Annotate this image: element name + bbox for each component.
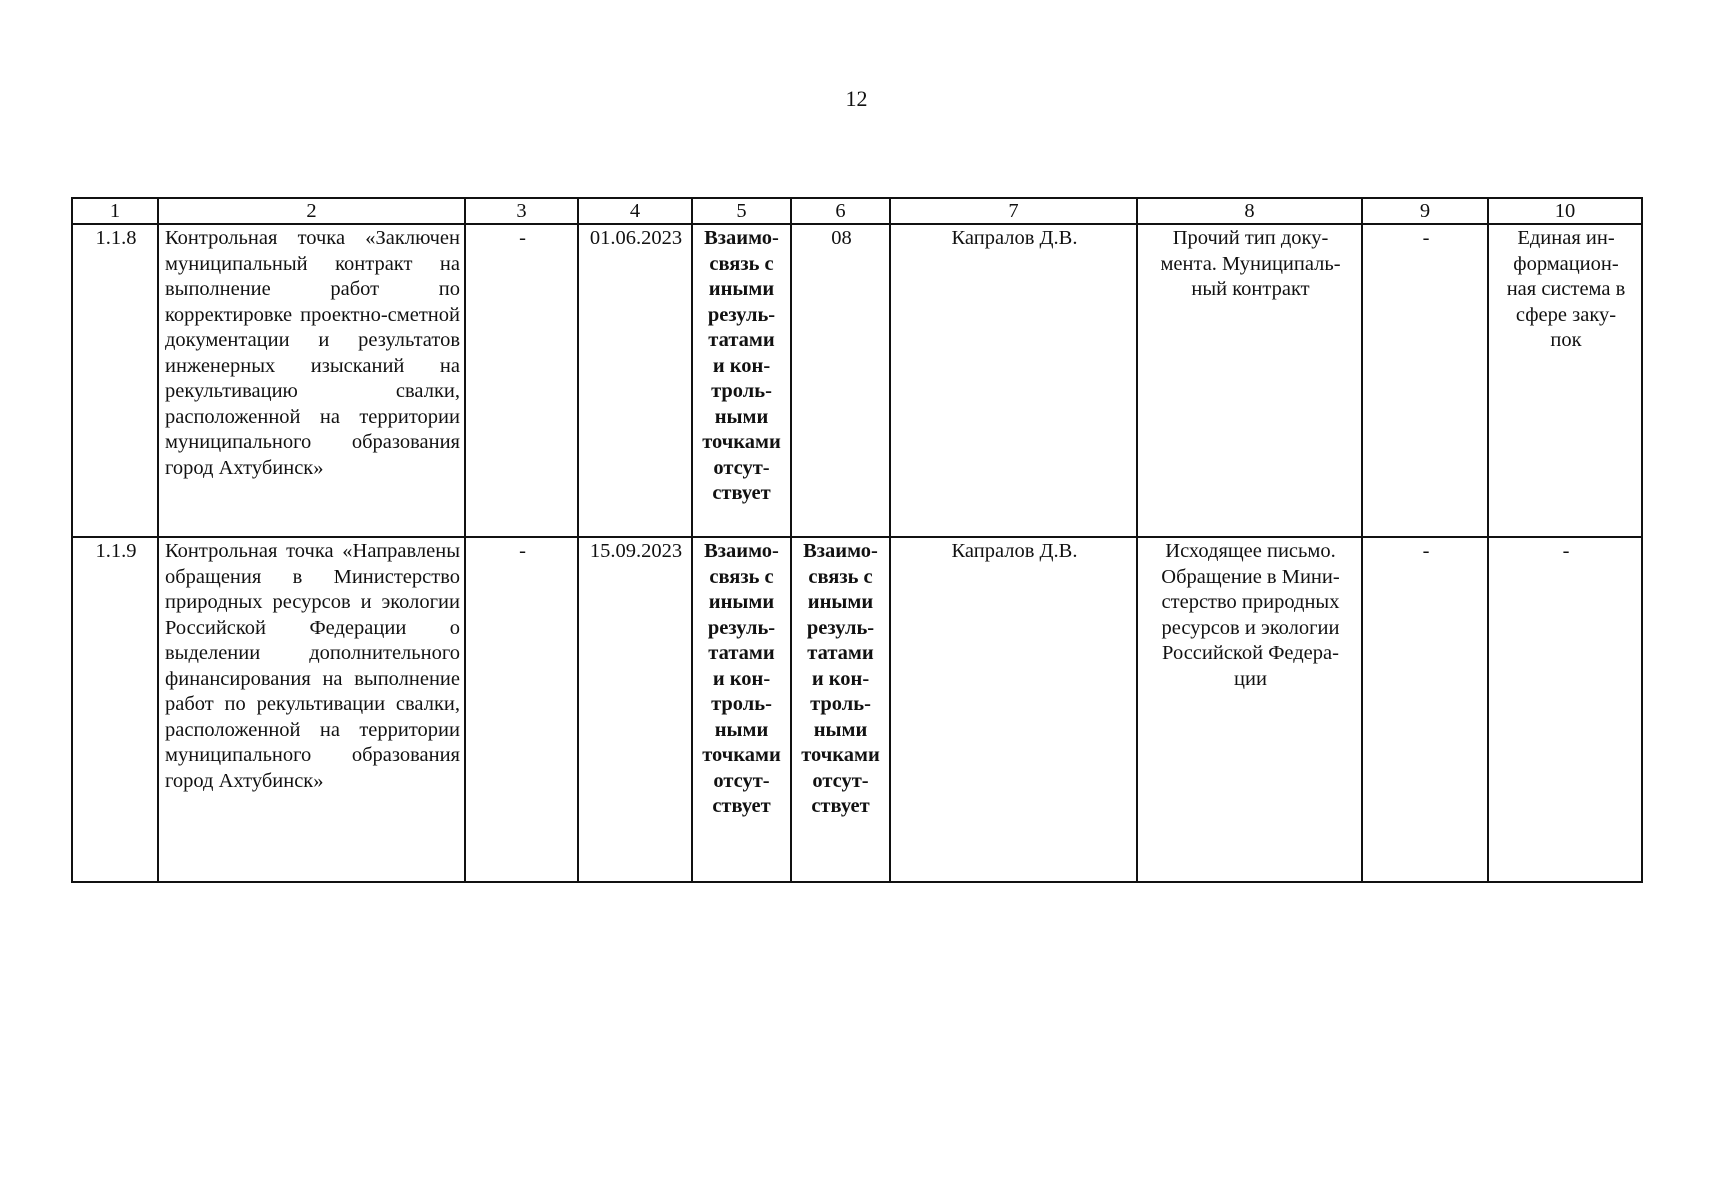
relation-note: Взаимо- связь с иными резуль- татами и кон- троль- ными точками отсут- ствует [692, 224, 791, 537]
relation-note: Взаимо- связь с иными резуль- татами и кон- троль- ными точками отсут- ствует [692, 537, 791, 882]
column-header-1: 1 [72, 198, 158, 224]
column-header-9: 9 [1362, 198, 1488, 224]
column-3-value: - [465, 224, 578, 537]
column-header-2: 2 [158, 198, 465, 224]
information-system: Единая ин- формацион- ная система в сфере заку- пок [1488, 224, 1642, 537]
column-9-value: - [1362, 537, 1488, 882]
column-header-6: 6 [791, 198, 890, 224]
table-header-row [72, 198, 1642, 224]
due-date: 15.09.2023 [578, 537, 692, 882]
column-header-7: 7 [890, 198, 1137, 224]
column-header-10: 10 [1488, 198, 1642, 224]
table-row [72, 537, 1642, 882]
page-number: 12 [845, 86, 868, 111]
row-number: 1.1.8 [72, 224, 158, 537]
information-system: - [1488, 537, 1642, 882]
responsible-person: Капралов Д.В. [890, 537, 1137, 882]
column-6-value: 08 [791, 224, 890, 537]
responsible-person: Капралов Д.В. [890, 224, 1137, 537]
table-row [72, 224, 1642, 537]
document-type: Исходящее письмо. Обращение в Мини- стерство природных ресурсов и экологии Российской Федера- ции [1137, 537, 1362, 882]
relation-note-column-6: Взаимо- связь с иными резуль- татами и кон- троль- ными точками отсут- ствует [791, 537, 890, 882]
column-9-value: - [1362, 224, 1488, 537]
document-type: Прочий тип доку- мента. Муниципаль- ный контракт [1137, 224, 1362, 537]
column-header-3: 3 [465, 198, 578, 224]
control-point-name: Контрольная точка «Направлены обращения в Министерство природных ресурсов и экологии Российской Федерации о выделении дополнительного финансирования на выполнение работ по рекультивации свалки, расположенной на территории муниципального образования город Ахтубинск» [158, 537, 465, 882]
column-header-5: 5 [692, 198, 791, 224]
due-date: 01.06.2023 [578, 224, 692, 537]
column-3-value: - [465, 537, 578, 882]
column-header-8: 8 [1137, 198, 1362, 224]
control-points-table [71, 197, 1643, 883]
column-header-4: 4 [578, 198, 692, 224]
row-number: 1.1.9 [72, 537, 158, 882]
control-point-name: Контрольная точка «Заключен муниципальный контракт на выполнение работ по корректировке проектно-сметной документации и результатов инженерных изысканий на рекультивацию свалки, расположенной на территории муниципального образования город Ахтубинск» [158, 224, 465, 537]
